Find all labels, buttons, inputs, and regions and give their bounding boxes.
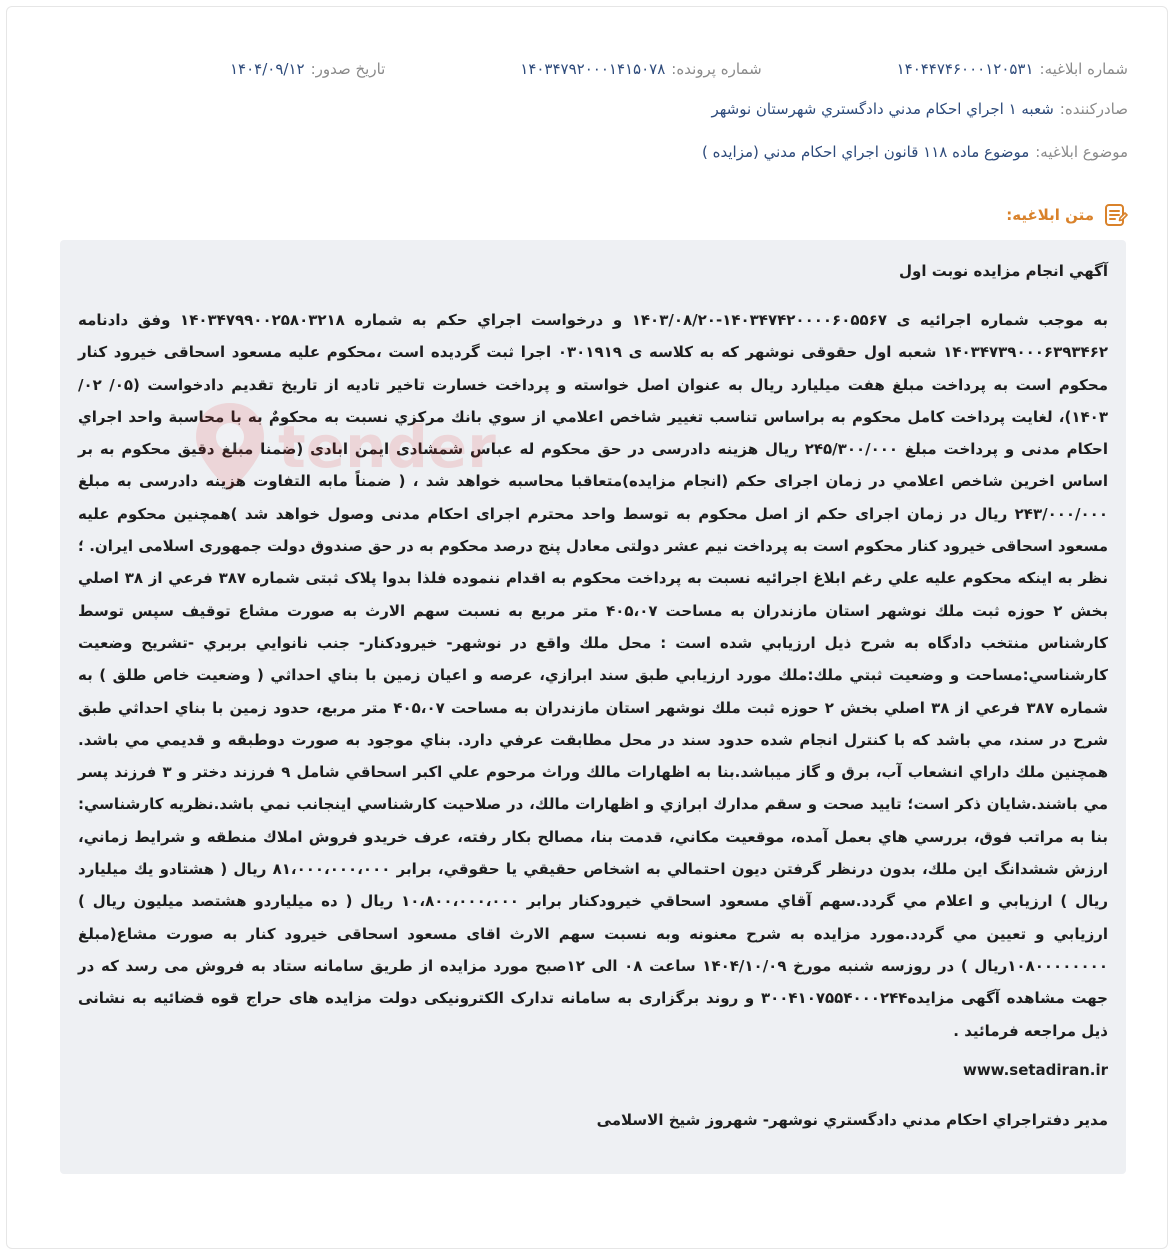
notice-number-value: ۱۴۰۴۴۷۴۶۰۰۰۱۲۰۵۳۱ <box>896 60 1034 78</box>
sender-value: شعبه ۱ اجراي احكام مدني دادگستري شهرستان نوشهر <box>711 100 1054 118</box>
notice-number <box>897 60 1128 78</box>
issue-date <box>230 60 385 78</box>
case-number <box>520 60 761 78</box>
notice-body: به موجب شماره اجرائيه ی ۱۴۰۳۴۷۴۲۰۰۰۰۶۰۵۵۶۷-۱۴۰۳/۰۸/۲۰ و درخواست اجراي حكم به شماره ۱۴۰۳۴۷۹۹۰۰۲۵۸۰۳۲۱۸ وفق دادنامه ۱۴۰۳۴۷۳۹۰۰۰۶۳۹۳۴۶۲ شعبه اول حقوقی نوشهر که به کلاسه ی ۰۳۰۱۹۱۹ اجرا ثبت گردیده است ،محکوم علیه مسعود اسحاقی خیرود کنار محکوم است به پرداخت مبلغ هفت میلیارد ریال به عنوان اصل خواسته و پرداخت خسارت تاخیر تادیه از تاریخ تقدیم دادخواست (۰۵/ ۰۲/ ۱۴۰۳)، لغایت پرداخت کامل محکوم به براساس تناسب تغيير شاخص اعلامي از سوي بانك مركزي نسبت به محكومٌ به با محاسبة واحد اجراي احكام مدنی و پرداخت مبلغ ۲۴۵/۳۰۰/۰۰۰ ریال هزینه دادرسی در حق محکوم له عباس شمشادی ایمن ابادی (ضمنا مبلغ دقيق محكوم به بر اساس اخرين شاخص اعلامي در زمان اجرای حکم (انجام مزایده)متعاقبا محاسبه خواهد شد ، ( ضمناً مابه التفاوت هزینه دادرسی به مبلغ ۲۴۳/۰۰۰/۰۰۰ ریال در زمان اجرای حکم از اصل محکوم به توسط واحد محترم اجرای احکام مدنی وصول خواهد شد )همچنین محکوم علیه مسعود اسحاقی خیرود کنار محکوم است به پرداخت نیم عشر دولتی معادل پنج درصد محکوم به در حق صندوق دولت جمهوری اسلامی ایران. ؛ نظر به اینکه محکوم علیه علي رغم ابلاغ اجرائيه نسبت به پرداخت محكوم به اقدام ننموده فلذا بدوا پلاک ثبتی شماره ۳۸۷ فرعي از ۳۸ اصلي بخش ۲ حوزه ثبت ملك نوشهر استان مازندران به مساحت ۴۰۵،۰۷ متر مربع به نسبت سهم الارث به صورت مشاع توقیف سپس توسط کارشناس منتخب دادگاه به شرح ذيل ارزيابي شده است : محل ملك واقع در نوشهر- خيرودكنار- جنب نانوايي بربري -تشريح وضعيت كارشناسي:مساحت و وضعيت ثبتي ملك:ملك مورد ارزيابي طبق سند ابرازي، عرصه و اعيان زمين با بناي احداثي ( وضعيت خاص طلق ) به شماره ۳۸۷ فرعي از ۳۸ اصلي بخش ۲ حوزه ثبت ملك نوشهر استان مازندران به مساحت ۴۰۵،۰۷ متر مربع، حدود زمين با بناي احداثي طبق شرح در سند، مي باشد كه با كنترل انجام شده حدود سند در محل مطابقت عرفي دارد. بناي موجود به صورت دوطبقه و قديمي مي باشد. همچنين ملك داراي انشعاب آب، برق و گاز ميباشد.بنا به اظهارات مالك وراث مرحوم علي اكبر اسحاقي شامل ۹ فرزند دختر و ۳ فرزند پسر مي باشند.شايان ذكر است؛ تاييد صحت و سقم مدارك ابرازي و اظهارات مالك، در صلاحيت كارشناسي اينجانب نمي باشد.نظريه كارشناسي: بنا به مراتب فوق، بررسي هاي بعمل آمده، موقعيت مكاني، قدمت بنا، مصالح بكار رفته، عرف خريدو فروش املاك منطقه و شرايط زماني، ارزش ششدانگ اين ملك، بدون درنظر گرفتن ديون احتمالي به اشخاص حقيقي يا حقوقي، برابر ۸۱،۰۰۰،۰۰۰،۰۰۰ ريال ( هشتادو يك ميليارد ريال ) ارزيابي و اعلام مي گردد.سهم آقاي مسعود اسحاقي خيرودكنار برابر ۱۰،۸۰۰،۰۰۰،۰۰۰ ريال ( ده ميلياردو هشتصد ميليون ريال ) ارزيابي و تعيين مي گردد.مورد مزایده به شرح معنونه وبه نسبت سهم الارث اقای مسعود اسحاقی خیرود کنار به صورت مشاع(مبلغ ۱۰۸۰۰۰۰۰۰۰۰ريال ) در روزسه شنبه مورخ ۱۴۰۴/۱۰/۰۹ ساعت ۰۸ الی ۱۲صبح مورد مزایده از طریق سامانه ستاد به فروش می رسد که در جهت مشاهده آگهی مزایده۳۰۰۴۱۰۷۵۵۴۰۰۰۲۴۴ و روند برگزاری به سامانه تدارک الکترونیکی دولت مزایده های حراج قوه قضائیه به نشانی ذیل مراجعه فرمائید . <box>78 311 1109 1040</box>
case-number-label: شماره پرونده: <box>671 60 762 78</box>
sender-line <box>711 100 1128 118</box>
notice-text-box <box>60 240 1126 1174</box>
issue-date-label: تاریخ صدور: <box>310 60 386 78</box>
subject-label: موضوع ابلاغیه: <box>1035 143 1128 161</box>
notice-website: www.setadiran.ir <box>962 1060 1108 1079</box>
notice-text-header <box>1006 202 1128 228</box>
notice-title: آگهي انجام مزايده نوبت اول <box>899 262 1108 280</box>
section-title: متن ابلاغیه: <box>1006 206 1094 224</box>
subject-value: موضوع ماده ۱۱۸ قانون اجراي احكام مدني (مزايده ) <box>702 143 1030 161</box>
notice-signature: مدير دفتراجراي احكام مدني دادگستري نوشهر- شهروز شيخ الاسلامی <box>596 1110 1108 1129</box>
sender-label: صادرکننده: <box>1059 100 1128 118</box>
subject-line <box>702 143 1128 161</box>
issue-date-value: ۱۴۰۴/۰۹/۱۲ <box>230 60 305 78</box>
notice-number-label: شماره ابلاغیه: <box>1039 60 1128 78</box>
case-number-value: ۱۴۰۳۴۷۹۲۰۰۰۱۴۱۵۰۷۸ <box>520 60 666 78</box>
notice-content <box>78 254 1108 1137</box>
note-icon <box>1102 202 1128 228</box>
meta-row <box>230 56 1128 82</box>
